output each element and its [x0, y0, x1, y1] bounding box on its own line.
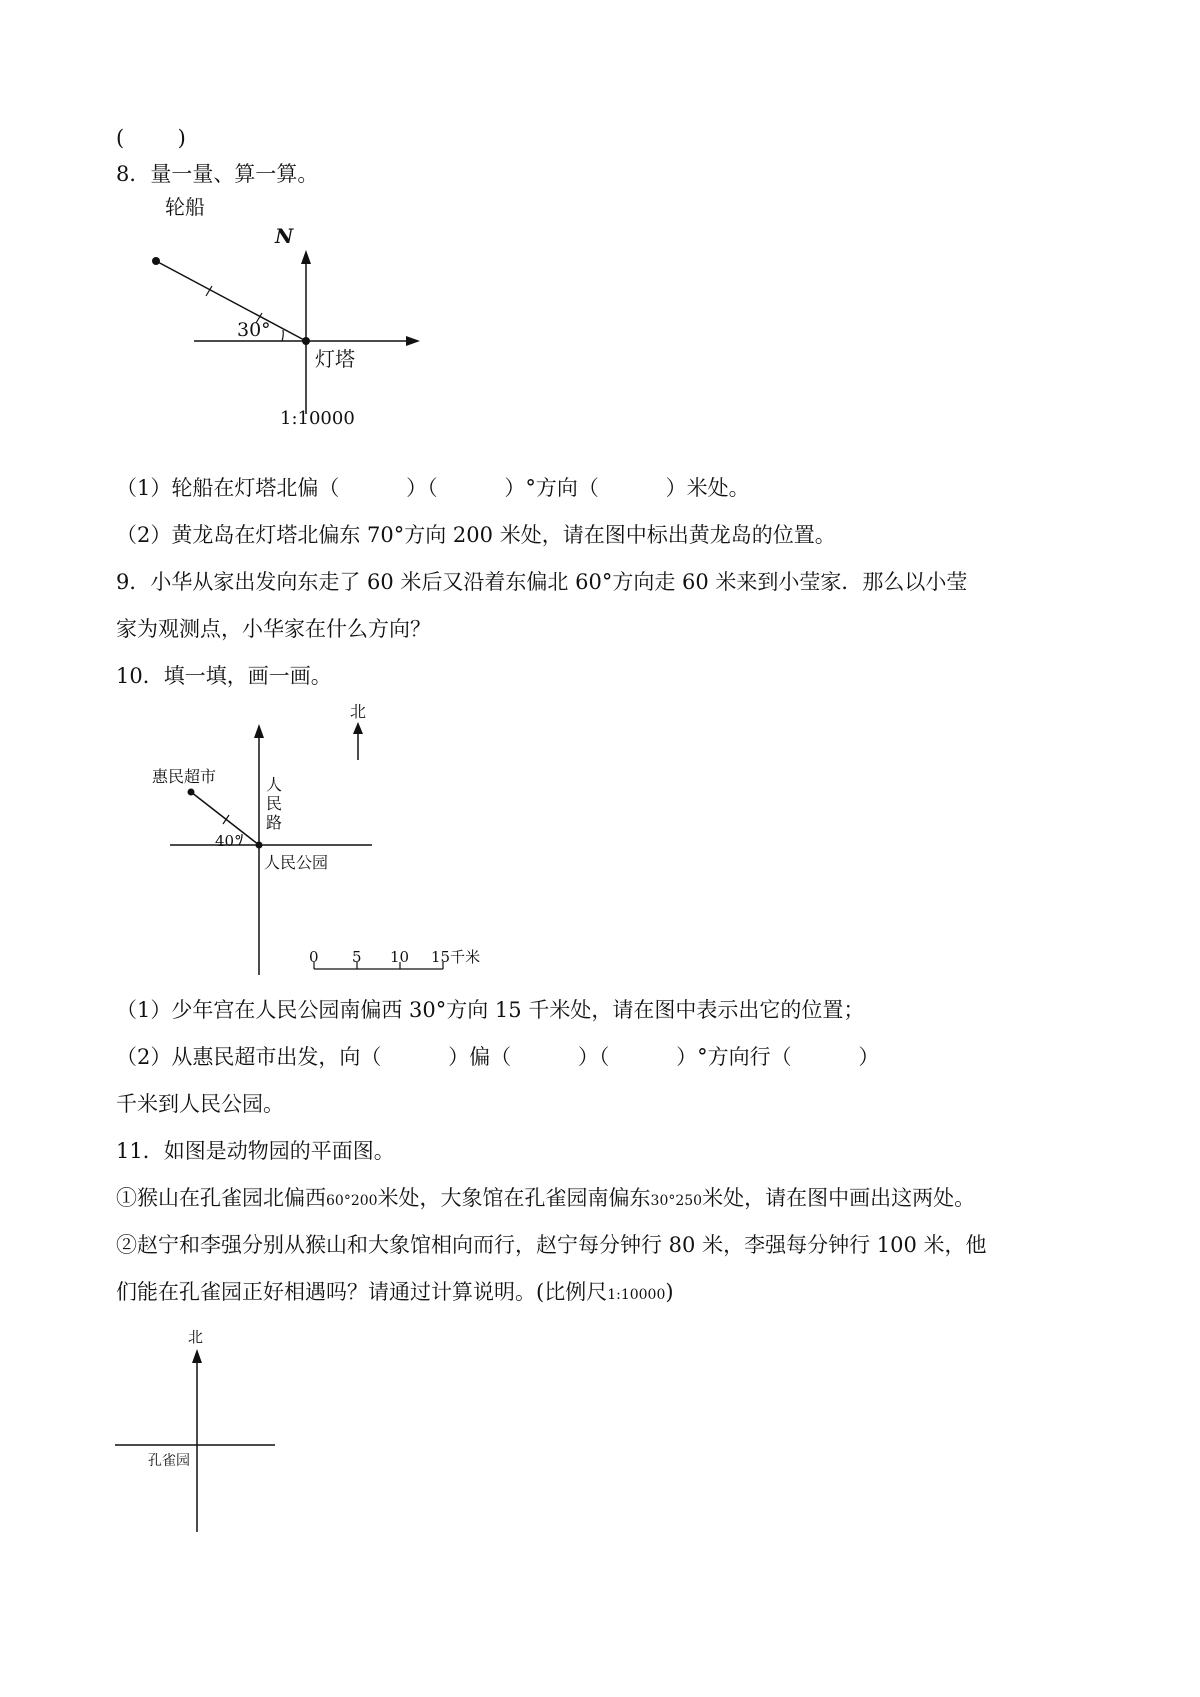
- q11-part2-b: 们能在孔雀园正好相遇吗？请通过计算说明。(比例尺: [116, 1280, 608, 1304]
- q8-part1: （1）轮船在灯塔北偏（ ）（ ）°方向（ ）米处。: [116, 476, 750, 500]
- scale-tick-0: 0: [309, 948, 319, 966]
- q8-part2: （2）黄龙岛在灯塔北偏东 70°方向 200 米处，请在图中标出黄龙岛的位置。: [116, 523, 836, 547]
- q11-part1-b: 60°200: [326, 1193, 378, 1209]
- q11-part1: [116, 1184, 975, 1215]
- peacock-label: 孔雀园: [148, 1453, 190, 1469]
- market-point: [188, 789, 195, 796]
- q11-part2-line1: ②赵宁和李强分别从猴山和大象馆相向而行，赵宁每分钟行 80 米，李强每分钟行 100 米，他: [116, 1233, 987, 1257]
- q9-line1: 9．小华从家出发向东走了 60 米后又沿着东偏北 60°方向走 60 米来到小莹家．那么以小莹: [116, 570, 968, 594]
- q11-part2-d: ): [665, 1280, 674, 1304]
- ship-point: [152, 257, 160, 265]
- q10-title: 10．填一填，画一画。: [116, 664, 332, 688]
- q10-part2-line1: （2）从惠民超市出发，向（ ）偏（ ）（ ）°方向行（ ）: [116, 1045, 880, 1069]
- figure-11: [110, 1325, 310, 1555]
- north-label: N: [275, 224, 294, 248]
- q10-part2-line2: 千米到人民公园。: [116, 1092, 284, 1116]
- north-label-fig11: 北: [188, 1328, 204, 1346]
- scale-tick-10: 10: [390, 948, 410, 966]
- scale-label: 1:10000: [280, 408, 355, 429]
- park-point: [256, 842, 263, 849]
- q10-part1: （1）少年宫在人民公园南偏西 30°方向 15 千米处，请在图中表示出它的位置；: [116, 998, 865, 1022]
- q11-part1-d: 30°250: [650, 1193, 703, 1209]
- q11-scale-inline: 1:10000: [607, 1287, 666, 1303]
- q9-line2: 家为观测点，小华家在什么方向？: [116, 617, 431, 641]
- q11-title: 11．如图是动物园的平面图。: [116, 1139, 395, 1163]
- angle-label: 30°: [237, 319, 271, 341]
- q11-part1-a: ①猴山在孔雀园北偏西: [116, 1186, 326, 1210]
- q8-title: 8．量一量、算一算。: [116, 162, 319, 186]
- figure-8: [140, 195, 540, 429]
- lighthouse-label: 灯塔: [315, 347, 355, 371]
- figure-10: [150, 700, 570, 970]
- scale-tick-15: 15千米: [431, 948, 481, 966]
- q11-part2-line2: [116, 1278, 674, 1309]
- blank-parens: ( ): [116, 126, 186, 150]
- q11-part1-e: 米处，请在图中画出这两处。: [702, 1186, 976, 1210]
- road-label-2: 民: [266, 794, 283, 813]
- road-label-3: 路: [266, 813, 283, 832]
- ship-label: 轮船: [165, 195, 205, 219]
- lighthouse-point: [302, 337, 310, 345]
- north-label-fig10: 北: [350, 702, 367, 721]
- road-label-1: 人: [266, 775, 283, 794]
- angle-label-fig10: 40°: [215, 832, 242, 850]
- park-label: 人民公园: [264, 853, 329, 872]
- market-label: 惠民超市: [152, 767, 217, 786]
- q11-part1-c: 米处，大象馆在孔雀园南偏东: [377, 1186, 651, 1210]
- scale-tick-5: 5: [352, 948, 362, 966]
